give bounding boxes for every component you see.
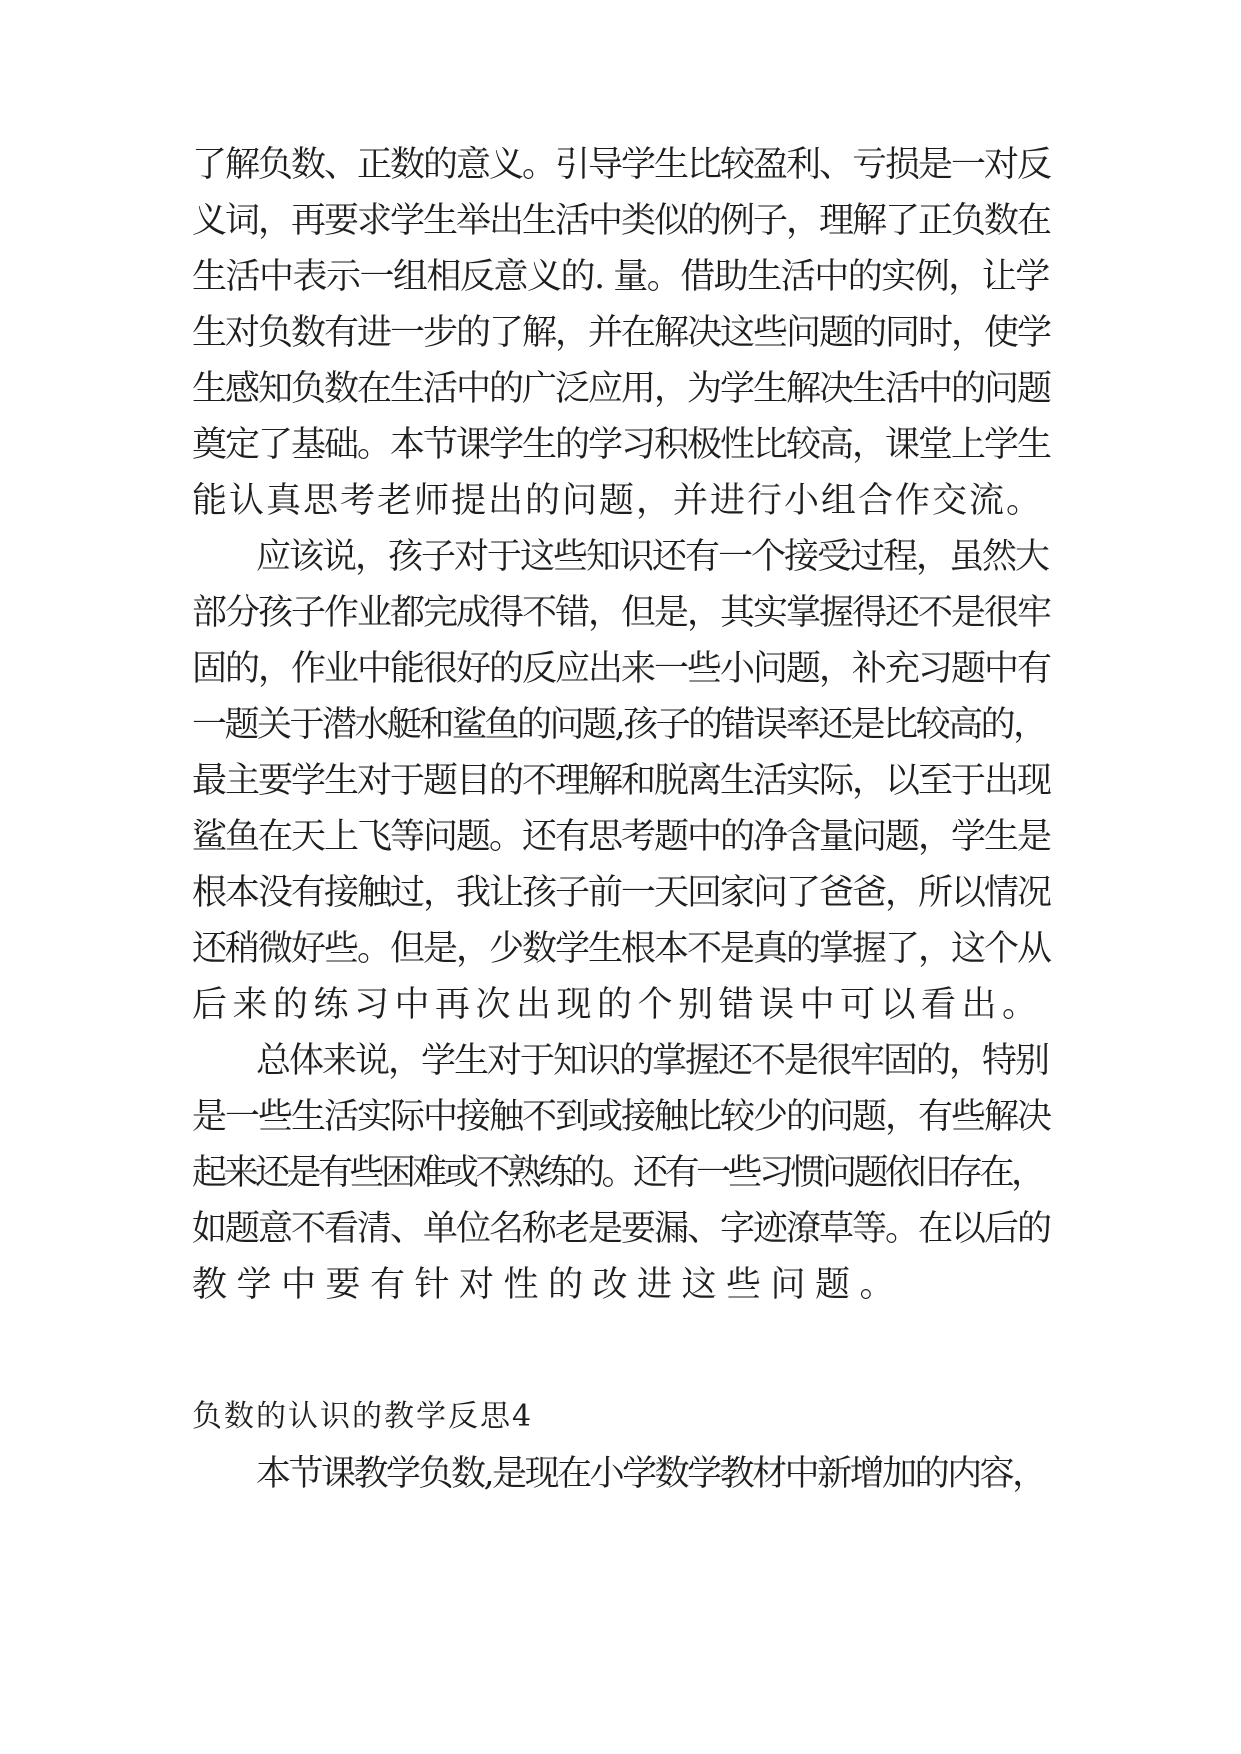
- paragraph-2-line-5: 最主要学生对于题目的不理解和脱离生活实际，以至于出现: [192, 761, 1051, 801]
- paragraph-2-line-6: 鲨鱼在天上飞等问题。还有思考题中的净含量问题，学生是: [192, 817, 1051, 857]
- paragraph-1-line-5: 生感知负数在生活中的广泛应用，为学生解决生活中的问题: [192, 369, 1051, 409]
- paragraph-2-line-4: 一题关于潜水艇和鲨鱼的问题,孩子的错误率还是比较高的，: [192, 705, 1046, 745]
- paragraph-2-line-1: 应该说，孩子对于这些知识还有一个接受过程，虽然大: [256, 537, 1049, 577]
- paragraph-3-line-5: 教学中要有针对性的改进这些问题。: [192, 1265, 905, 1305]
- paragraph-2-line-7: 根本没有接触过，我让孩子前一天回家问了爸爸，所以情况: [192, 873, 1051, 913]
- paragraph-1-line-6: 奠定了基础。本节课学生的学习积极性比较高，课堂上学生: [192, 425, 1051, 465]
- section-heading: 负数的认识的教学反思4: [192, 1399, 534, 1434]
- paragraph-1-line-7: 能认真思考老师提出的问题，并进行小组合作交流。: [192, 481, 1044, 521]
- paragraph-3-line-3: 起来还是有些困难或不熟练的。还有一些习惯问题依旧存在，: [192, 1153, 1043, 1193]
- paragraph-2-line-3: 固的，作业中能很好的反应出来一些小问题，补充习题中有: [192, 649, 1051, 689]
- paragraph-1-line-4: 生对负数有进一步的了解，并在解决这些问题的同时，使学: [192, 313, 1051, 353]
- paragraph-4-line-1: 本节课教学负数,是现在小学数学教材中新增加的内容，: [256, 1454, 1045, 1494]
- paragraph-3-line-2: 是一些生活实际中接触不到或接触比较少的问题，有些解决: [192, 1097, 1051, 1137]
- paragraph-1-line-1: 了解负数、正数的意义。引导学生比较盈利、亏损是一对反: [192, 145, 1051, 185]
- paragraph-3-line-1: 总体来说，学生对于知识的掌握还不是很牢固的，特别: [256, 1041, 1049, 1081]
- paragraph-3-line-4: 如题意不看清、单位名称老是要漏、字迹潦草等。在以后的: [192, 1209, 1051, 1249]
- paragraph-2-line-9: 后来的练习中再次出现的个别错误中可以看出。: [192, 985, 1043, 1025]
- paragraph-1-line-3: 生活中表示一组相反意义的. 量。借助生活中的实例，让学: [192, 257, 1049, 297]
- paragraph-1-line-2: 义词，再要求学生举出生活中类似的例子，理解了正负数在: [192, 201, 1051, 241]
- paragraph-2-line-2: 部分孩子作业都完成得不错，但是，其实掌握得还不是很牢: [192, 593, 1051, 633]
- paragraph-2-line-8: 还稍微好些。但是，少数学生根本不是真的掌握了，这个从: [192, 929, 1051, 969]
